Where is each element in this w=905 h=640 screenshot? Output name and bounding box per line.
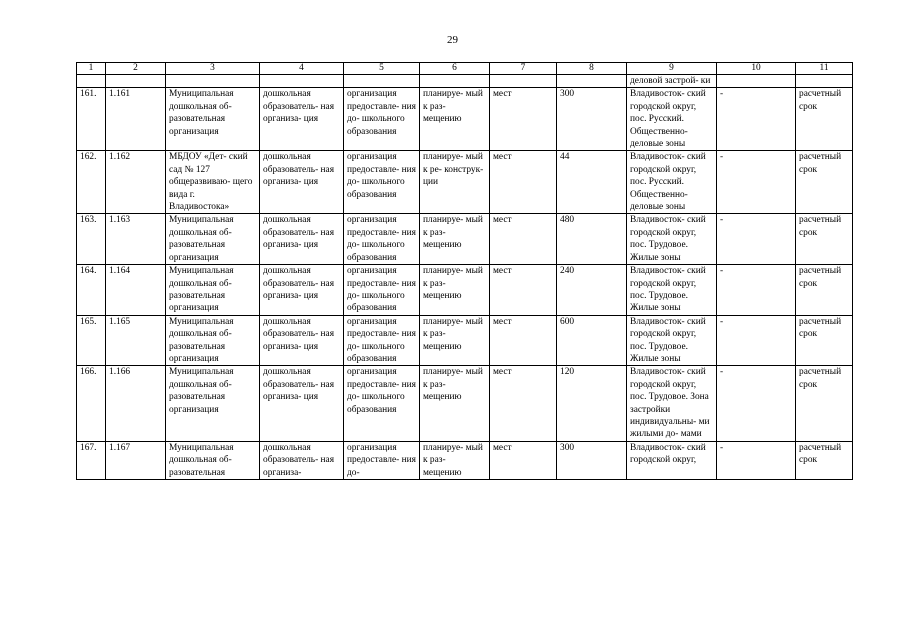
type-cell: дошкольная образователь- ная организа- ция: [260, 315, 344, 366]
location-cell: Владивосток- ский городской округ, пос. Трудовое. Зона застройки индивидуальны- ми жилыми до- мами: [627, 366, 717, 441]
code-cell: 1.166: [106, 366, 166, 441]
value-cell: 120: [557, 366, 627, 441]
term-cell: расчетный срок: [796, 366, 853, 441]
type-cell: дошкольная образователь- ная организа- ция: [260, 151, 344, 214]
name-cell: Муниципальная дошкольная об- разовательная организация: [166, 214, 260, 265]
status-cell: планируе- мый к раз- мещению: [420, 441, 490, 479]
status-cell: планируе- мый к ре- конструк- ции: [420, 151, 490, 214]
value-cell: 240: [557, 265, 627, 316]
name-cell: Муниципальная дошкольная об- разовательная организация: [166, 315, 260, 366]
row-number-cell: 167.: [77, 441, 106, 479]
row-number-cell: 165.: [77, 315, 106, 366]
type-cell: дошкольная образователь- ная организа- ция: [260, 214, 344, 265]
table-row: [77, 265, 853, 316]
zone-cell: -: [717, 441, 796, 479]
value-cell: 44: [557, 151, 627, 214]
column-header: 5: [344, 63, 420, 75]
term-cell: расчетный срок: [796, 315, 853, 366]
row-number-cell: 164.: [77, 265, 106, 316]
purpose-cell: организация предоставле- ния до-: [344, 441, 420, 479]
column-header: 6: [420, 63, 490, 75]
status-cell: планируе- мый к раз- мещению: [420, 88, 490, 151]
column-header: 8: [557, 63, 627, 75]
code-cell: 1.165: [106, 315, 166, 366]
status-cell: планируе- мый к раз- мещению: [420, 315, 490, 366]
location-cell: Владивосток- ский городской округ, пос. Трудовое. Жилые зоны: [627, 265, 717, 316]
table-row: [77, 151, 853, 214]
location-cell: деловой застрой- ки: [627, 75, 717, 88]
row-number-cell: 162.: [77, 151, 106, 214]
type-cell: дошкольная образователь- ная организа- ция: [260, 88, 344, 151]
location-cell: Владивосток- ский городской округ, пос. Русский. Общественно- деловые зоны: [627, 151, 717, 214]
purpose-cell: организация предоставле- ния до- школьного образования: [344, 151, 420, 214]
table-row: [77, 441, 853, 479]
continuation-row: [77, 75, 853, 88]
location-cell: Владивосток- ский городской округ, пос. Русский. Общественно- деловые зоны: [627, 88, 717, 151]
unit-cell: мест: [490, 88, 557, 151]
row-number-cell: 161.: [77, 88, 106, 151]
code-cell: 1.167: [106, 441, 166, 479]
zone-cell: -: [717, 366, 796, 441]
term-cell: расчетный срок: [796, 441, 853, 479]
column-number-row: [77, 63, 853, 75]
code-cell: 1.163: [106, 214, 166, 265]
value-cell: 600: [557, 315, 627, 366]
zone-cell: -: [717, 265, 796, 316]
unit-cell: мест: [490, 441, 557, 479]
unit-cell: мест: [490, 214, 557, 265]
table-row: [77, 214, 853, 265]
value-cell: 300: [557, 88, 627, 151]
column-header: 10: [717, 63, 796, 75]
name-cell: Муниципальная дошкольная об- разовательная организация: [166, 88, 260, 151]
status-cell: планируе- мый к раз- мещению: [420, 265, 490, 316]
location-cell: Владивосток- ский городской округ,: [627, 441, 717, 479]
purpose-cell: организация предоставле- ния до- школьного образования: [344, 315, 420, 366]
column-header: 3: [166, 63, 260, 75]
unit-cell: мест: [490, 265, 557, 316]
name-cell: Муниципальная дошкольная об- разовательная организация: [166, 366, 260, 441]
row-number-cell: 163.: [77, 214, 106, 265]
location-cell: Владивосток- ский городской округ, пос. Трудовое. Жилые зоны: [627, 214, 717, 265]
column-header: 7: [490, 63, 557, 75]
name-cell: МБДОУ «Дет- ский сад № 127 общеразвиваю- щего вида г. Владивостока»: [166, 151, 260, 214]
column-header: 1: [77, 63, 106, 75]
code-cell: 1.162: [106, 151, 166, 214]
value-cell: 480: [557, 214, 627, 265]
column-header: 2: [106, 63, 166, 75]
code-cell: 1.164: [106, 265, 166, 316]
purpose-cell: организация предоставле- ния до- школьного образования: [344, 366, 420, 441]
status-cell: планируе- мый к раз- мещению: [420, 214, 490, 265]
table-row: [77, 315, 853, 366]
column-header: 11: [796, 63, 853, 75]
type-cell: дошкольная образователь- ная организа- ция: [260, 366, 344, 441]
name-cell: Муниципальная дошкольная об- разовательная: [166, 441, 260, 479]
planning-table: [76, 62, 853, 480]
table-row: [77, 88, 853, 151]
table-row: [77, 366, 853, 441]
term-cell: расчетный срок: [796, 151, 853, 214]
term-cell: расчетный срок: [796, 88, 853, 151]
zone-cell: -: [717, 315, 796, 366]
code-cell: 1.161: [106, 88, 166, 151]
zone-cell: -: [717, 151, 796, 214]
purpose-cell: организация предоставле- ния до- школьного образования: [344, 265, 420, 316]
row-number-cell: 166.: [77, 366, 106, 441]
value-cell: 300: [557, 441, 627, 479]
purpose-cell: организация предоставле- ния до- школьного образования: [344, 88, 420, 151]
type-cell: дошкольная образователь- ная организа-: [260, 441, 344, 479]
page-number: 29: [447, 34, 458, 46]
column-header: 9: [627, 63, 717, 75]
type-cell: дошкольная образователь- ная организа- ция: [260, 265, 344, 316]
unit-cell: мест: [490, 366, 557, 441]
column-header: 4: [260, 63, 344, 75]
zone-cell: -: [717, 88, 796, 151]
purpose-cell: организация предоставле- ния до- школьного образования: [344, 214, 420, 265]
term-cell: расчетный срок: [796, 265, 853, 316]
location-cell: Владивосток- ский городской округ, пос. Трудовое. Жилые зоны: [627, 315, 717, 366]
term-cell: расчетный срок: [796, 214, 853, 265]
zone-cell: -: [717, 214, 796, 265]
unit-cell: мест: [490, 151, 557, 214]
name-cell: Муниципальная дошкольная об- разовательная организация: [166, 265, 260, 316]
status-cell: планируе- мый к раз- мещению: [420, 366, 490, 441]
unit-cell: мест: [490, 315, 557, 366]
